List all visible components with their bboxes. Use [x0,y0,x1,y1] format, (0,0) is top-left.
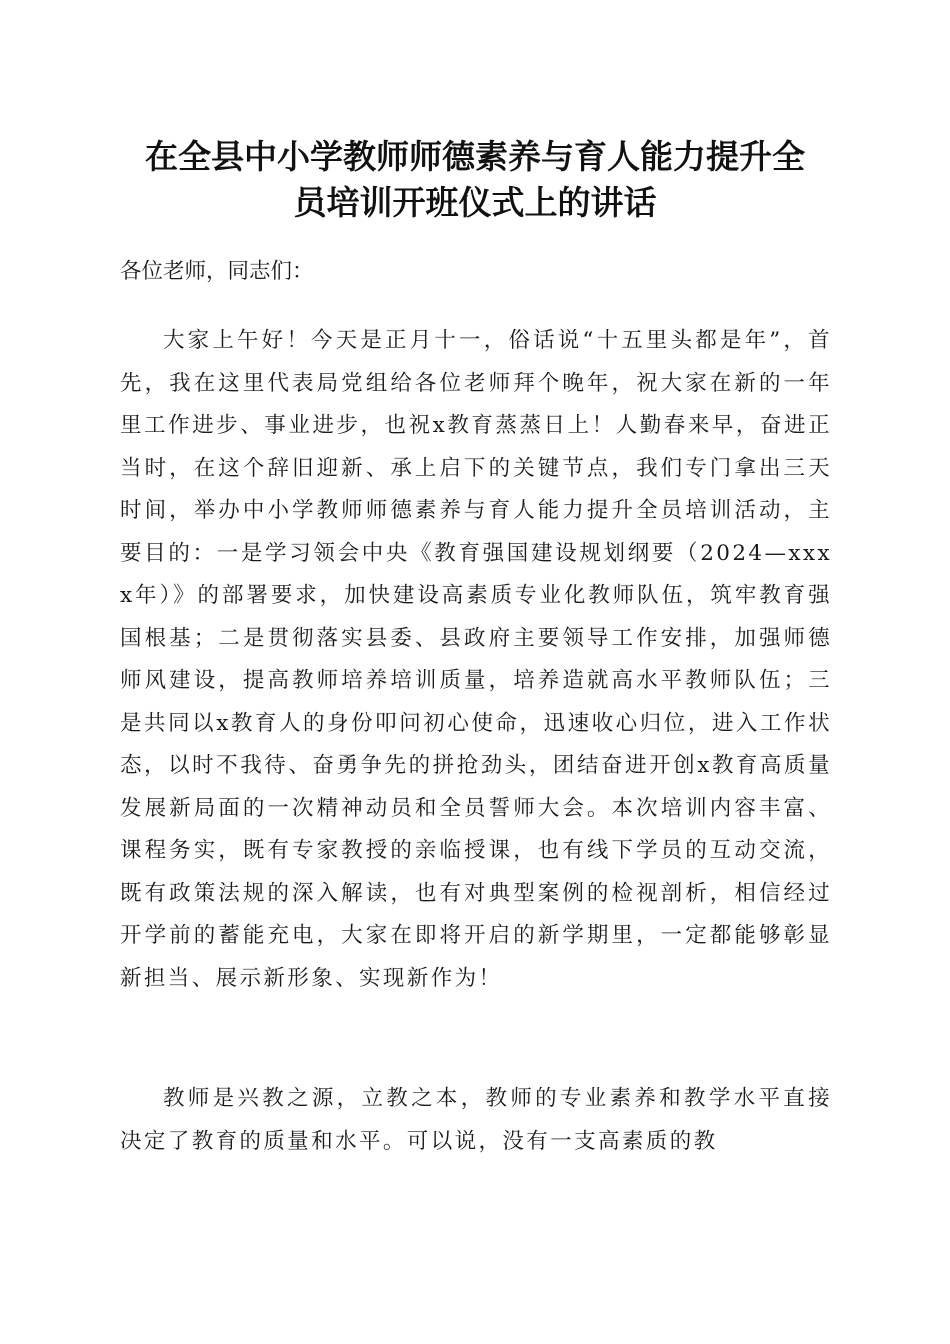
document-title-line-2: 员培训开班仪式上的讲话 [293,183,657,222]
salutation: 各位老师，同志们： [120,259,314,284]
document-title [100,134,850,226]
document-title-line-1: 在全县中小学教师师德素养与育人能力提升全 [145,137,805,176]
body-paragraph-1: 大家上午好！今天是正月十一，俗话说“十五里头都是年”，首先，我在这里代表局党组给各位老师拜个晚年，祝大家在新的一年里工作进步、事业进步，也祝x教育蒸蒸日上！人勤春来早，奋进正当时，在这个辞旧迎新、承上启下的关键节点，我们专门拿出三天时间，举办中小学教师师德素养与育人能力提升全员培训活动，主要目的：一是学习领会中央《教育强国建设规划纲要（2024—xxxx年）》的部署要求，加快建设高素质专业化教师队伍，筑牢教育强国根基；二是贯彻落实县委、县政府主要领导工作安排，加强师德师风建设，提高教师培养培训质量，培养造就高水平教师队伍；三是共同以x教育人的身份叩问初心使命，迅速收心归位，进入工作状态，以时不我待、奋勇争先的拼抢劲头，团结奋进开创x教育高质量发展新局面的一次精神动员和全员誓师大会。本次培训内容丰富、课程务实，既有专家教授的亲临授课，也有线下学员的互动交流，既有政策法规的深入解读，也有对典型案例的检视剖析，相信经过开学前的蓄能充电，大家在即将开启的新学期里，一定都能够彰显新担当、展示新形象、实现新作为！ [120,328,832,991]
body-paragraph-2: 教师是兴教之源，立教之本，教师的专业素养和教学水平直接决定了教育的质量和水平。可以说，没有一支高素质的教 [120,1086,832,1154]
